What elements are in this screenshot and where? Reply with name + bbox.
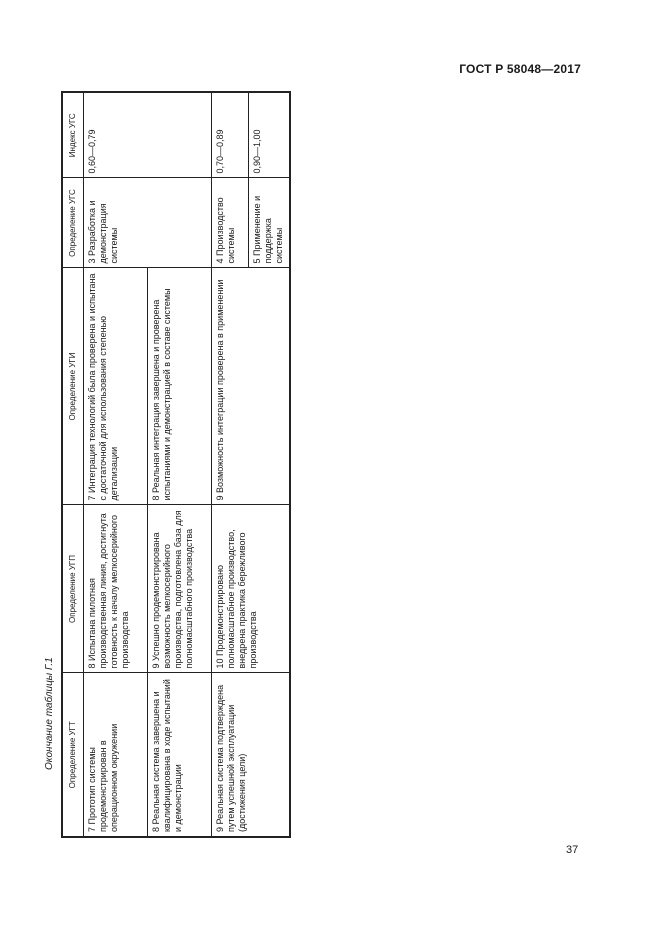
page-number: 37 [566,844,579,856]
cell-index: 0,90—1,00 [248,92,290,178]
cell-index: 0,70—0,89 [211,92,248,178]
column-header-ugi: Определение УГИ [62,268,84,505]
table-header-row [62,92,84,837]
cell-ugi: 9 Возможность интеграции проверена в применении [211,268,290,505]
cell-ugt: 7 Прототип системы продемонстрирован в операционном окружении [84,673,148,837]
cell-index: 0,60—0,79 [84,92,212,178]
cell-ugi: 8 Реальная интеграция завершена и проверена испытаниями и демонстрацией в составе системы [147,268,211,505]
cell-ugt: 9 Реальная система подтверждена путем успешной эксплуатации (достижения цели) [211,673,290,837]
cell-ugs: 4 Производство системы [211,178,248,268]
table-row [84,92,148,837]
column-header-ugs: Определение УГС [62,178,84,268]
table-caption: Окончание таблицы Г.1 [44,657,55,770]
levels-table [61,91,291,838]
column-header-ugp: Определение УГП [62,505,84,673]
column-header-index: Индекс УГС [62,92,84,178]
cell-ugi: 7 Интеграция технологий была проверена и испытана с достаточной для использования степенью детализации [84,268,148,505]
cell-ugs: 5 Применение и поддержка системы [248,178,290,268]
cell-ugp: 8 Испытана пилотная производственная линия, достигнута готовность к началу мелкосерийного производства [84,505,148,673]
cell-ugs: 3 Разработка и демонстрация системы [84,178,212,268]
table-row [211,92,248,837]
standard-header: ГОСТ Р 58048—2017 [459,62,581,76]
column-header-ugt: Определение УГТ [62,673,84,837]
cell-ugp: 9 Успешно продемонстрирована возможность мелкосерийного производства, подготовлена база для полномасштабного производства [147,505,211,673]
rotated-table-wrapper [61,93,291,838]
cell-ugp: 10 Продемонстрировано полномасштабное производство, внедрена практика бережливого производства [211,505,290,673]
cell-ugt: 8 Реальная система завершена и квалифицирована в ходе испытаний и демонстрации [147,673,211,837]
